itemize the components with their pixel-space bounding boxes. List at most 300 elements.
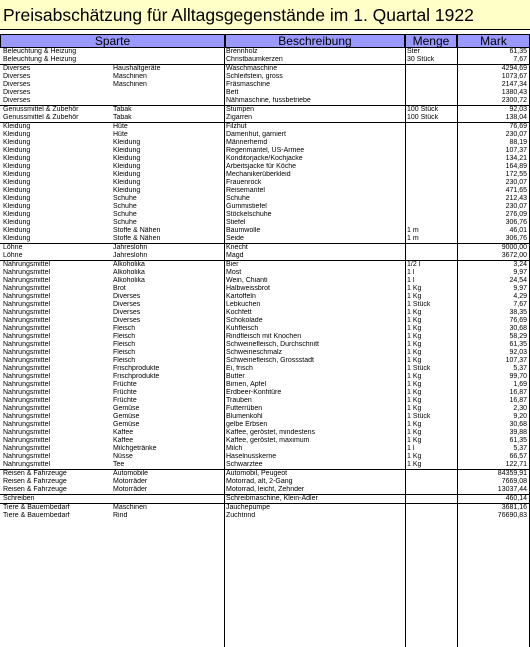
table-row[interactable] <box>0 97 530 105</box>
cell-menge: 1 Kg <box>407 397 422 404</box>
cell-mark: 2147,34 <box>501 81 527 88</box>
cell-mark: 5,37 <box>513 365 527 372</box>
cell-sparte: Kleidung <box>3 139 31 146</box>
cell-mark: 16,87 <box>509 389 527 396</box>
cell-beschreibung: Mechanikerüberkleid <box>226 171 291 178</box>
cell-menge: 1 Kg <box>407 381 422 388</box>
cell-sparte: Genussmittel & Zubehör <box>3 106 79 113</box>
cell-menge: 1 Kg <box>407 293 422 300</box>
cell-mark: 76,69 <box>509 123 527 130</box>
table-row[interactable] <box>0 73 530 81</box>
cell-beschreibung: Futterrüben <box>226 405 263 412</box>
cell-mark: 9,97 <box>513 285 527 292</box>
cell-untersparte: Haushaltgeräte <box>113 65 161 72</box>
table-row[interactable] <box>0 131 530 139</box>
table-row[interactable] <box>0 56 530 64</box>
cell-beschreibung: Trauben <box>226 397 252 404</box>
cell-menge: 1 m <box>407 227 419 234</box>
cell-untersparte: Schuhe <box>113 195 137 202</box>
cell-beschreibung: Lebkuchen <box>226 301 261 308</box>
cell-beschreibung: Waschmaschine <box>226 65 278 72</box>
cell-mark: 230,07 <box>505 203 527 210</box>
cell-mark: 92,03 <box>509 106 527 113</box>
cell-beschreibung: Halbweissbrot <box>226 285 270 292</box>
cell-sparte: Nahrungsmittel <box>3 325 51 332</box>
cell-mark: 107,37 <box>505 357 527 364</box>
cell-sparte: Nahrungsmittel <box>3 413 51 420</box>
cell-menge: 1 Kg <box>407 349 422 356</box>
cell-sparte: Nahrungsmittel <box>3 381 51 388</box>
cell-mark: 134,21 <box>505 155 527 162</box>
table-row[interactable] <box>0 478 530 486</box>
cell-menge: 1 Kg <box>407 341 422 348</box>
cell-beschreibung: Butter <box>226 373 245 380</box>
cell-mark: 46,01 <box>509 227 527 234</box>
cell-untersparte: Automobile <box>113 470 149 477</box>
table-row[interactable] <box>0 203 530 211</box>
cell-mark: 38,35 <box>509 309 527 316</box>
cell-untersparte: Rind <box>113 512 128 519</box>
cell-sparte: Nahrungsmittel <box>3 301 51 308</box>
cell-menge: 1 Kg <box>407 389 422 396</box>
cell-mark: 61,35 <box>509 48 527 55</box>
table-row[interactable] <box>0 421 530 429</box>
cell-sparte: Nahrungsmittel <box>3 389 51 396</box>
header-menge[interactable]: Menge <box>405 34 457 48</box>
cell-beschreibung: Reisemantel <box>226 187 265 194</box>
table-row[interactable] <box>0 187 530 195</box>
cell-untersparte: Gemüse <box>113 405 140 412</box>
cell-menge: 1 Kg <box>407 429 422 436</box>
table-row[interactable] <box>0 48 530 56</box>
cell-beschreibung: Motorrad, alt, 2-Gang <box>226 478 293 485</box>
cell-untersparte: Kaffee <box>113 437 134 444</box>
cell-menge: 1 Kg <box>407 373 422 380</box>
cell-mark: 7,67 <box>513 301 527 308</box>
cell-sparte: Reisen & Fahrzeuge <box>3 470 67 477</box>
table-row[interactable] <box>0 147 530 155</box>
cell-beschreibung: Kaffee, geröstet, maximum <box>226 437 310 444</box>
cell-untersparte: Kleidung <box>113 139 141 146</box>
cell-mark: 84359,91 <box>497 470 527 477</box>
table-row[interactable] <box>0 341 530 349</box>
cell-untersparte: Nüsse <box>113 453 133 460</box>
table-row[interactable] <box>0 317 530 325</box>
cell-sparte: Reisen & Fahrzeuge <box>3 478 67 485</box>
cell-sparte: Beleuchtung & Heizung <box>3 48 77 55</box>
cell-untersparte: Kleidung <box>113 171 141 178</box>
cell-mark: 76,69 <box>509 317 527 324</box>
cell-sparte: Nahrungsmittel <box>3 373 51 380</box>
cell-untersparte: Alkoholika <box>113 261 145 268</box>
cell-mark: 212,43 <box>505 195 527 202</box>
column-divider <box>405 48 406 647</box>
cell-beschreibung: Ei, frisch <box>226 365 253 372</box>
cell-untersparte: Hüte <box>113 131 128 138</box>
table-row[interactable] <box>0 155 530 163</box>
table-row[interactable] <box>0 365 530 373</box>
table-row[interactable] <box>0 349 530 357</box>
cell-sparte: Nahrungsmittel <box>3 309 51 316</box>
cell-untersparte: Maschinen <box>113 81 147 88</box>
cell-menge: 1 Kg <box>407 461 422 468</box>
table-row[interactable] <box>0 437 530 445</box>
column-divider <box>224 48 225 647</box>
cell-menge: 1 Stück <box>407 413 431 420</box>
cell-mark: 471,65 <box>505 187 527 194</box>
cell-beschreibung: Baumwolle <box>226 227 261 234</box>
cell-menge: 1/2 l <box>407 261 421 268</box>
cell-sparte: Nahrungsmittel <box>3 333 51 340</box>
cell-mark: 30,68 <box>509 421 527 428</box>
table-row[interactable] <box>0 503 530 512</box>
cell-mark: 107,37 <box>505 147 527 154</box>
cell-mark: 2,30 <box>513 405 527 412</box>
cell-untersparte: Brot <box>113 285 126 292</box>
cell-menge: 1 Kg <box>407 453 422 460</box>
table-row[interactable] <box>0 325 530 333</box>
table-row[interactable] <box>0 285 530 293</box>
cell-sparte: Diverses <box>3 65 31 72</box>
cell-beschreibung: Stöckelschuhe <box>226 211 272 218</box>
cell-untersparte: Diverses <box>113 317 141 324</box>
table-row[interactable] <box>0 512 530 520</box>
cell-mark: 306,76 <box>505 219 527 226</box>
cell-sparte: Nahrungsmittel <box>3 349 51 356</box>
cell-beschreibung: Schweinefleisch, Durchschnitt <box>226 341 319 348</box>
cell-untersparte: Motorräder <box>113 478 148 485</box>
cell-beschreibung: Schweinefleisch, Grossstadt <box>226 357 314 364</box>
table-row[interactable] <box>0 227 530 235</box>
cell-mark: 88,19 <box>509 139 527 146</box>
table-row[interactable] <box>0 469 530 478</box>
cell-mark: 61,35 <box>509 341 527 348</box>
cell-untersparte: Kleidung <box>113 155 141 162</box>
cell-mark: 4,29 <box>513 293 527 300</box>
cell-beschreibung: Zuchtrind <box>226 512 256 519</box>
cell-mark: 138,04 <box>505 114 527 121</box>
cell-sparte: Kleidung <box>3 219 31 226</box>
cell-mark: 30,68 <box>509 325 527 332</box>
cell-untersparte: Kaffee <box>113 429 134 436</box>
cell-untersparte: Kleidung <box>113 147 141 154</box>
cell-mark: 3,24 <box>513 261 527 268</box>
table-row[interactable] <box>0 373 530 381</box>
cell-beschreibung: Haselnusskerne <box>226 453 277 460</box>
cell-sparte: Nahrungsmittel <box>3 445 51 452</box>
price-table-body <box>0 48 530 647</box>
cell-beschreibung: Automobil, Peugeot <box>226 470 288 477</box>
header-beschreibung[interactable]: Beschreibung <box>225 34 405 48</box>
table-row[interactable] <box>0 293 530 301</box>
cell-menge: 1 Kg <box>407 309 422 316</box>
cell-beschreibung: Schleifstein, gross <box>226 73 283 80</box>
cell-mark: 13037,44 <box>497 486 527 493</box>
table-row[interactable] <box>0 219 530 227</box>
cell-beschreibung: Brennholz <box>226 48 258 55</box>
cell-beschreibung: Männerhemd <box>226 139 268 146</box>
cell-sparte: Nahrungsmittel <box>3 421 51 428</box>
cell-untersparte: Kleidung <box>113 163 141 170</box>
cell-untersparte: Kleidung <box>113 179 141 186</box>
sheet-title: Preisabschätzung für Alltagsgegenstände im 1. Quartal 1922 <box>0 0 530 30</box>
table-row[interactable] <box>0 397 530 405</box>
table-row[interactable] <box>0 64 530 73</box>
cell-sparte: Kleidung <box>3 155 31 162</box>
cell-sparte: Löhne <box>3 252 23 259</box>
cell-beschreibung: gelbe Erbsen <box>226 421 268 428</box>
table-row[interactable] <box>0 389 530 397</box>
cell-mark: 306,76 <box>505 235 527 242</box>
cell-sparte: Beleuchtung & Heizung <box>3 56 77 63</box>
cell-sparte: Diverses <box>3 81 31 88</box>
cell-beschreibung: Magd <box>226 252 244 259</box>
table-row[interactable] <box>0 139 530 147</box>
table-row[interactable] <box>0 429 530 437</box>
cell-mark: 122,71 <box>505 461 527 468</box>
cell-sparte: Reisen & Fahrzeuge <box>3 486 67 493</box>
cell-sparte: Löhne <box>3 244 23 251</box>
cell-sparte: Nahrungsmittel <box>3 285 51 292</box>
cell-untersparte: Maschinen <box>113 73 147 80</box>
cell-mark: 460,14 <box>505 495 527 502</box>
cell-mark: 4294,69 <box>501 65 527 72</box>
cell-sparte: Kleidung <box>3 179 31 186</box>
cell-mark: 76690,83 <box>497 512 527 519</box>
table-row[interactable] <box>0 243 530 252</box>
table-row[interactable] <box>0 486 530 494</box>
cell-mark: 230,07 <box>505 131 527 138</box>
cell-untersparte: Schuhe <box>113 203 137 210</box>
table-row[interactable] <box>0 260 530 269</box>
table-row[interactable] <box>0 89 530 97</box>
cell-menge: 1 Kg <box>407 285 422 292</box>
cell-beschreibung: Motorrad, leicht, Zehnder <box>226 486 305 493</box>
cell-sparte: Tiere & Bauernbedarf <box>3 504 70 511</box>
cell-beschreibung: Bett <box>226 89 239 96</box>
cell-beschreibung: Jauchepumpe <box>226 504 270 511</box>
table-row[interactable] <box>0 405 530 413</box>
cell-mark: 66,57 <box>509 453 527 460</box>
cell-untersparte: Stoffe & Nähen <box>113 235 161 242</box>
cell-untersparte: Alkoholika <box>113 277 145 284</box>
cell-untersparte: Diverses <box>113 293 141 300</box>
cell-beschreibung: Schreibmaschine, Klein-Adler <box>226 495 318 502</box>
cell-sparte: Genussmittel & Zubehör <box>3 114 79 121</box>
cell-mark: 3681,16 <box>501 504 527 511</box>
table-row[interactable] <box>0 445 530 453</box>
cell-menge: 1 l <box>407 277 415 284</box>
cell-untersparte: Jahreslohn <box>113 252 148 259</box>
table-row[interactable] <box>0 494 530 503</box>
cell-sparte: Nahrungsmittel <box>3 437 51 444</box>
cell-sparte: Kleidung <box>3 235 31 242</box>
cell-untersparte: Fleisch <box>113 349 136 356</box>
cell-untersparte: Diverses <box>113 309 141 316</box>
cell-mark: 7669,08 <box>501 478 527 485</box>
cell-mark: 164,89 <box>505 163 527 170</box>
cell-mark: 172,55 <box>505 171 527 178</box>
cell-sparte: Kleidung <box>3 211 31 218</box>
cell-beschreibung: Regenmantel, US-Armee <box>226 147 305 154</box>
cell-menge: 1 Stück <box>407 301 431 308</box>
cell-untersparte: Fleisch <box>113 333 136 340</box>
cell-sparte: Nahrungsmittel <box>3 277 51 284</box>
cell-menge: 1 Kg <box>407 421 422 428</box>
cell-mark: 9,20 <box>513 413 527 420</box>
cell-beschreibung: Most <box>226 269 242 276</box>
cell-beschreibung: Frauenrock <box>226 179 262 186</box>
cell-beschreibung: Blumenkohl <box>226 413 263 420</box>
cell-sparte: Nahrungsmittel <box>3 397 51 404</box>
cell-menge: 1 Kg <box>407 325 422 332</box>
header-sparte[interactable]: Sparte <box>0 34 225 48</box>
cell-sparte: Nahrungsmittel <box>3 317 51 324</box>
cell-mark: 39,88 <box>509 429 527 436</box>
cell-menge: 1 l <box>407 445 415 452</box>
cell-mark: 9,97 <box>513 269 527 276</box>
cell-menge: 100 Stück <box>407 106 439 113</box>
cell-beschreibung: Knecht <box>226 244 248 251</box>
cell-mark: 16,87 <box>509 397 527 404</box>
cell-untersparte: Früchte <box>113 397 137 404</box>
cell-sparte: Nahrungsmittel <box>3 453 51 460</box>
cell-beschreibung: Rindfleisch mit Knochen <box>226 333 302 340</box>
cell-sparte: Diverses <box>3 73 31 80</box>
cell-mark: 24,54 <box>509 277 527 284</box>
table-row[interactable] <box>0 453 530 461</box>
cell-beschreibung: Kartoffeln <box>226 293 256 300</box>
cell-menge: 1 Kg <box>407 405 422 412</box>
table-row[interactable] <box>0 81 530 89</box>
cell-untersparte: Milchgetränke <box>113 445 157 452</box>
cell-mark: 2300,72 <box>501 97 527 104</box>
table-row[interactable] <box>0 105 530 114</box>
cell-menge: 1 Stück <box>407 365 431 372</box>
cell-sparte: Diverses <box>3 97 31 104</box>
cell-sparte: Diverses <box>3 89 31 96</box>
cell-menge: 30 Stück <box>407 56 435 63</box>
table-row[interactable] <box>0 179 530 187</box>
cell-sparte: Kleidung <box>3 147 31 154</box>
table-row[interactable] <box>0 301 530 309</box>
cell-menge: 1 m <box>407 235 419 242</box>
cell-untersparte: Maschinen <box>113 504 147 511</box>
cell-menge: Ster <box>407 48 420 55</box>
cell-beschreibung: Christbaumkerzen <box>226 56 283 63</box>
cell-untersparte: Fleisch <box>113 341 136 348</box>
cell-mark: 3672,00 <box>501 252 527 259</box>
cell-mark: 99,70 <box>509 373 527 380</box>
cell-beschreibung: Kaffee, geröstet, mindestens <box>226 429 315 436</box>
table-row[interactable] <box>0 277 530 285</box>
table-row[interactable] <box>0 381 530 389</box>
cell-sparte: Nahrungsmittel <box>3 405 51 412</box>
cell-mark: 276,09 <box>505 211 527 218</box>
cell-sparte: Kleidung <box>3 163 31 170</box>
cell-beschreibung: Gummistiefel <box>226 203 267 210</box>
table-row[interactable] <box>0 413 530 421</box>
cell-beschreibung: Nähmaschine, fussbetriebe <box>226 97 311 104</box>
cell-untersparte: Frischprodukte <box>113 365 160 372</box>
cell-sparte: Kleidung <box>3 131 31 138</box>
cell-sparte: Kleidung <box>3 227 31 234</box>
table-row[interactable] <box>0 252 530 260</box>
cell-untersparte: Kleidung <box>113 187 141 194</box>
cell-mark: 5,37 <box>513 445 527 452</box>
cell-untersparte: Tabak <box>113 114 132 121</box>
cell-sparte: Schreiben <box>3 495 35 502</box>
cell-sparte: Kleidung <box>3 187 31 194</box>
cell-untersparte: Fleisch <box>113 357 136 364</box>
table-row[interactable] <box>0 269 530 277</box>
cell-menge: 100 Stück <box>407 114 439 121</box>
cell-beschreibung: Stiefel <box>226 219 246 226</box>
table-row[interactable] <box>0 309 530 317</box>
cell-beschreibung: Milch <box>226 445 243 452</box>
cell-menge: 1 Kg <box>407 333 422 340</box>
cell-beschreibung: Konditorjacke/Kochjacke <box>226 155 303 162</box>
table-row[interactable] <box>0 171 530 179</box>
cell-sparte: Nahrungsmittel <box>3 461 51 468</box>
cell-beschreibung: Bier <box>226 261 239 268</box>
table-row[interactable] <box>0 333 530 341</box>
cell-mark: 1,69 <box>513 381 527 388</box>
cell-beschreibung: Stumpen <box>226 106 255 113</box>
cell-beschreibung: Birnen, Äpfel <box>226 381 267 388</box>
cell-beschreibung: Kochfett <box>226 309 252 316</box>
cell-mark: 58,29 <box>509 333 527 340</box>
cell-beschreibung: Seide <box>226 235 244 242</box>
table-row[interactable] <box>0 357 530 365</box>
cell-mark: 7,67 <box>513 56 527 63</box>
header-mark[interactable]: Mark <box>457 34 530 48</box>
table-row[interactable] <box>0 163 530 171</box>
cell-beschreibung: Erdbeer-Konfitüre <box>226 389 282 396</box>
cell-untersparte: Tee <box>113 461 125 468</box>
cell-untersparte: Diverses <box>113 301 141 308</box>
column-divider <box>457 48 458 647</box>
cell-sparte: Nahrungsmittel <box>3 269 51 276</box>
table-row[interactable] <box>0 195 530 203</box>
cell-beschreibung: Schweineschmalz <box>226 349 283 356</box>
cell-mark: 1073,67 <box>501 73 527 80</box>
table-row[interactable] <box>0 122 530 131</box>
cell-sparte: Nahrungsmittel <box>3 429 51 436</box>
table-row[interactable] <box>0 211 530 219</box>
cell-mark: 61,35 <box>509 437 527 444</box>
cell-sparte: Tiere & Bauernbedarf <box>3 512 70 519</box>
cell-sparte: Nahrungsmittel <box>3 357 51 364</box>
cell-mark: 92,03 <box>509 349 527 356</box>
cell-sparte: Nahrungsmittel <box>3 293 51 300</box>
cell-untersparte: Stoffe & Nähen <box>113 227 161 234</box>
table-row[interactable] <box>0 114 530 122</box>
table-row[interactable] <box>0 461 530 469</box>
cell-menge: 1 l <box>407 269 415 276</box>
cell-menge: 1 Kg <box>407 317 422 324</box>
cell-beschreibung: Damenhut, garniert <box>226 131 286 138</box>
cell-sparte: Nahrungsmittel <box>3 365 51 372</box>
cell-sparte: Kleidung <box>3 195 31 202</box>
cell-untersparte: Alkoholika <box>113 269 145 276</box>
cell-sparte: Nahrungsmittel <box>3 341 51 348</box>
cell-beschreibung: Arbeitsjacke für Köche <box>226 163 297 170</box>
table-row[interactable] <box>0 235 530 243</box>
cell-beschreibung: Schwarztee <box>226 461 263 468</box>
cell-mark: 1380,43 <box>501 89 527 96</box>
cell-beschreibung: Schokolade <box>226 317 263 324</box>
